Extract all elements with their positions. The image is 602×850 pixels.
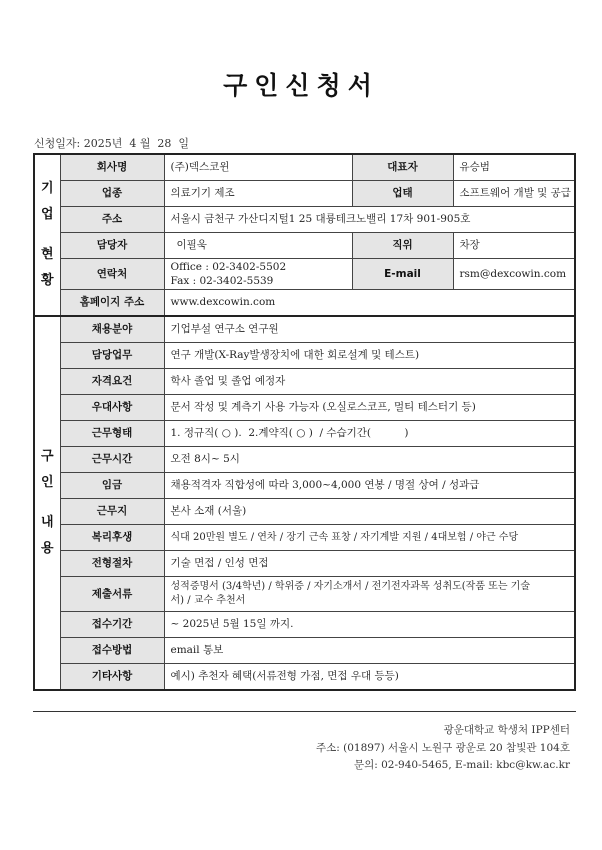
office-phone: Office : 02-3402-5502 <box>170 261 287 273</box>
phone-label: 연락처 <box>60 259 164 290</box>
hours-value: 오전 8시~ 5시 <box>164 447 575 473</box>
contact-person-row <box>34 233 575 259</box>
documents-line-2: 서) / 교수 추천서 <box>170 595 246 606</box>
method-row <box>34 638 575 664</box>
industry-row <box>34 181 575 207</box>
section-job <box>34 316 60 690</box>
phone-value <box>164 259 352 290</box>
industry-value: 의료기기 제조 <box>164 181 352 207</box>
contact-person-label: 담당자 <box>60 233 164 259</box>
process-value: 기술 면접 / 인성 면접 <box>164 551 575 577</box>
field-value: 기업부설 연구소 연구원 <box>164 316 575 343</box>
position-value: 차장 <box>453 233 575 259</box>
ceo-value: 유승범 <box>453 154 575 181</box>
section-company-label: 기 업 현 황 <box>40 181 54 288</box>
method-label: 접수방법 <box>60 638 164 664</box>
ceo-label: 대표자 <box>352 154 453 181</box>
location-row <box>34 499 575 525</box>
footer-contact: 문의: 02-940-5465, E-mail: kbc@kw.ac.kr <box>353 759 570 771</box>
footer-divider <box>33 711 576 712</box>
employment-type-row <box>34 421 575 447</box>
section-company <box>34 154 60 316</box>
period-row <box>34 612 575 638</box>
homepage-row <box>34 290 575 317</box>
etc-label: 기타사항 <box>60 664 164 691</box>
section-job-label: 구 인 내 용 <box>40 449 54 556</box>
hours-row <box>34 447 575 473</box>
salary-label: 임금 <box>60 473 164 499</box>
footer-address: 주소: (01897) 서울시 노원구 광운로 20 참빛관 104호 <box>315 741 570 754</box>
location-label: 근무지 <box>60 499 164 525</box>
location-value: 본사 소재 (서울) <box>164 499 575 525</box>
qualification-label: 자격요건 <box>60 369 164 395</box>
email-value: rsm@dexcowin.com <box>453 259 575 290</box>
welfare-value: 식대 20만원 별도 / 연차 / 장기 근속 표창 / 자기계발 지원 / 4대보험 / 야근 수당 <box>164 525 575 551</box>
period-label: 접수기간 <box>60 612 164 638</box>
welfare-label: 복리후생 <box>60 525 164 551</box>
page-title: 구인신청서 <box>223 71 379 100</box>
process-label: 전형절차 <box>60 551 164 577</box>
homepage-value: www.dexcowin.com <box>164 290 575 317</box>
method-value: email 통보 <box>164 638 575 664</box>
job-request-form <box>33 153 576 691</box>
documents-row <box>34 577 575 612</box>
salary-row <box>34 473 575 499</box>
etc-value: 예시) 추천자 혜택(서류전형 가점, 면접 우대 등등) <box>164 664 575 691</box>
footer <box>316 722 570 775</box>
phone-row <box>34 259 575 290</box>
etc-row <box>34 664 575 691</box>
preference-value: 문서 작성 및 계측기 사용 가능자 (오실로스코프, 멀티 테스터기 등) <box>164 395 575 421</box>
business-label: 업태 <box>352 181 453 207</box>
duty-value: 연구 개발(X-Ray발생장치에 대한 회로설계 및 테스트) <box>164 343 575 369</box>
qualification-value: 학사 졸업 및 졸업 예정자 <box>164 369 575 395</box>
documents-value <box>164 577 575 612</box>
employment-type-label: 근무형태 <box>60 421 164 447</box>
company-name-label: 회사명 <box>60 154 164 181</box>
salary-value: 채용적격자 직합성에 따라 3,000~4,000 연봉 / 명절 상여 / 성과급 <box>164 473 575 499</box>
duty-row <box>34 343 575 369</box>
fax-number: Fax : 02-3402-5539 <box>170 275 274 287</box>
hours-label: 근무시간 <box>60 447 164 473</box>
position-label: 직위 <box>352 233 453 259</box>
industry-label: 업종 <box>60 181 164 207</box>
preference-row <box>34 395 575 421</box>
qualification-row <box>34 369 575 395</box>
contact-person-value: 이필욱 <box>164 233 352 259</box>
preference-label: 우대사항 <box>60 395 164 421</box>
application-date: 신청일자: 2025년 4 월 28 일 <box>34 137 190 150</box>
documents-label: 제출서류 <box>60 577 164 612</box>
business-value: 소프트웨어 개발 및 공급 <box>453 181 575 207</box>
field-row <box>34 316 575 343</box>
email-label: E-mail <box>352 259 453 290</box>
homepage-label: 홈페이지 주소 <box>60 290 164 317</box>
company-name-value: (주)덱스코윈 <box>164 154 352 181</box>
footer-org: 광운대학교 학생처 IPP센터 <box>443 724 570 736</box>
employment-type-value: 1. 정규직( ○ ). 2.계약직( ○ ) / 수습기간( ) <box>164 421 575 447</box>
welfare-row <box>34 525 575 551</box>
company-name-row <box>34 154 575 181</box>
field-label: 채용분야 <box>60 316 164 343</box>
documents-line-1: 성적증명서 (3/4학년) / 학위증 / 자기소개서 / 전기전자과목 성취도(작품 또는 기술 <box>170 581 530 592</box>
address-row <box>34 207 575 233</box>
period-value: ~ 2025년 5월 15일 까지. <box>164 612 575 638</box>
address-label: 주소 <box>60 207 164 233</box>
process-row <box>34 551 575 577</box>
address-value: 서울시 금천구 가산디지털1 25 대륭테크노밸리 17차 901-905호 <box>164 207 575 233</box>
duty-label: 담당업무 <box>60 343 164 369</box>
